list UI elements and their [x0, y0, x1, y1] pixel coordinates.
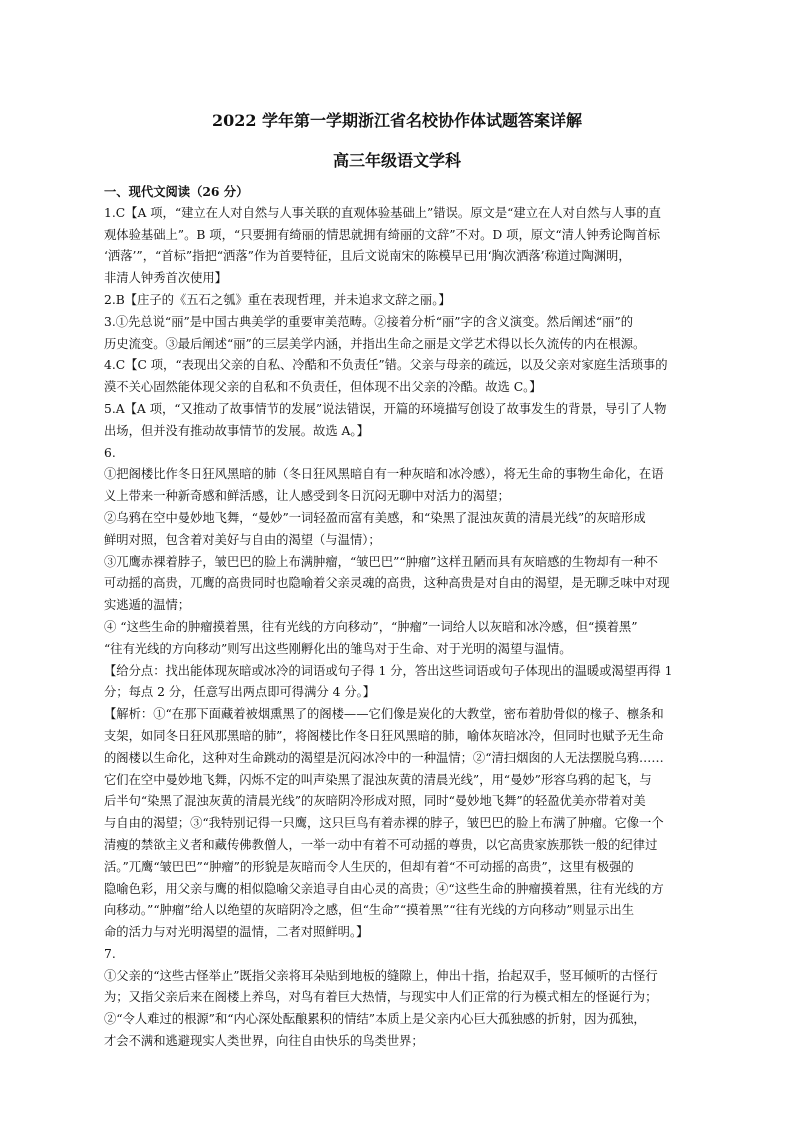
- text-line: 6.: [104, 445, 116, 460]
- text-line: 与自由的渴望；③“我特别记得一只鹰，这只巨鸟有着赤裸的脖子，皱巴巴的脸上布满了肿瘤。它像一个: [104, 816, 664, 831]
- text-line: 1.C【A 项，“建立在人对自然与人事关联的直观体验基础上”错误。原文是“建立在人对自然与人事的直: [104, 205, 661, 220]
- text-line: 的阁楼以生命化，这种对生命跳动的渴望是沉闷冰冷中的一种温情；②“清扫烟囱的人无法摆脱乌鸦……: [104, 750, 664, 765]
- text-line: 实逃遁的温情；: [104, 598, 191, 613]
- text-line: 义上带来一种新奇感和鲜活感，让人感受到冬日沉闷无聊中对活力的渴望；: [104, 489, 510, 504]
- text-line: 鲜明对照，包含着对美好与自由的渴望（与温情）；: [104, 532, 381, 547]
- text-line: ①父亲的“这些古怪举止”既指父亲将耳朵贴到地板的缝隙上，伸出十指，抬起双手，竖耳倾听的古怪行: [104, 968, 658, 983]
- text-line: 活。”兀鹰“皱巴巴”“肿瘤”的形貌是灰暗而令人生厌的，但却有着“不可动摇的高贵”，这里有极强的: [104, 859, 634, 874]
- answer-lines: [104, 203, 729, 1053]
- text-line: 可动摇的高贵，兀鹰的高贵同时也隐喻着父亲灵魂的高贵，这种高贵是对自由的渴望，是无聊乏味中对现: [104, 576, 670, 591]
- text-line: 为；又指父亲后来在阁楼上养鸟，对鸟有着巨大热情，与现实中人们正常的行为模式相左的怪诞行为；: [104, 990, 658, 1005]
- text-line: “往有光线的方向移动”则写出这些刚孵化出的雏鸟对于生命、对于光明的渴望与温情。: [104, 641, 572, 656]
- text-line: 出场，但并没有推动故事情节的发展。故选 A。】: [104, 423, 369, 438]
- text-line: 2.B【庄子的《五石之瓠》重在表现哲理，并未追求文辞之丽。】: [104, 292, 451, 307]
- text-line: ②“令人难过的根源”和“内心深处酝酿累积的情结”本质上是父亲内心巨大孤独感的折射，因为孤独，: [104, 1012, 646, 1027]
- text-line: 它们在空中曼妙地飞舞，闪烁不定的叫声染黑了混浊灰黄的清晨光线”，用“曼妙”形容乌鸦的起飞，与: [104, 772, 652, 787]
- text-line: 3.①先总说“丽”是中国古典美学的重要审美范畴。②接着分析“丽”字的含义演变。然后阐述“丽”的: [104, 314, 634, 329]
- text-line: 向移动。”“肿瘤”给人以绝望的灰暗阴冷之感，但“生命”“摸着黑”“往有光线的方向移动”则显示出生: [104, 903, 635, 918]
- text-line: ③兀鹰赤裸着脖子，皱巴巴的脸上布满肿瘤，“皱巴巴”“肿瘤”这样丑陋而具有灰暗感的生物却有一种不: [104, 554, 658, 569]
- text-line: 非清人钟秀首次使用】: [104, 271, 227, 286]
- text-line: 后半句“染黑了混浊灰黄的清晨光线”的灰暗阴冷形成对照，同时“曼妙地飞舞”的轻盈优美亦带着对美: [104, 794, 646, 809]
- text-line: 历史流变。③最后阐述“丽”的三层美学内涵，并指出生命之丽是文学艺术得以长久流传的内在根源。: [104, 336, 646, 351]
- text-line: 【解析：①“在那下面藏着被烟熏黑了的阁楼——它们像是炭化的大教堂，密布着肋骨似的椽子、檩条和: [104, 707, 664, 722]
- text-line: 分；每点 2 分，任意写出两点即可得满分 4 分。】: [104, 685, 376, 700]
- text-line: 清瘦的禁欲主义者和藏传佛教僧人，一举一动中有着不可动摇的尊贵，以它高贵家族那铁一般的纪律过: [104, 837, 658, 852]
- section-heading: 一、现代文阅读（26 分）: [104, 184, 249, 199]
- text-line: ‘洒落’”，“首标”指把“洒落”作为首要特征，且后文说南宋的陈模早已用‘胸次洒落’称道过陶渊明，: [104, 249, 631, 264]
- document-title: 2022 学年第一学期浙江省名校协作体试题答案详解: [211, 111, 583, 130]
- text-line: 4.C【C 项，“表现出父亲的自私、冷酷和不负责任”错。父亲与母亲的疏远，以及父亲对家庭生活琐事的: [104, 358, 668, 373]
- text-line: 观体验基础上”。B 项，“只要拥有绮丽的情思就拥有绮丽的文辞”不对。D 项，原文“清人钟秀论陶首标: [104, 227, 661, 242]
- text-line: 才会不满和逃避现实人类世界，向往自由快乐的鸟类世界；: [104, 1034, 424, 1049]
- text-line: 命的活力与对光明渴望的温情，二者对照鲜明。】: [104, 925, 369, 940]
- text-line: 5.A【A 项，“又推动了故事情节的发展”说法错误，开篇的环境描写创设了故事发生的背景，导引了人物: [104, 401, 667, 416]
- text-line: 支架，如同冬日狂风那黑暗的肺”，将阁楼比作冬日狂风黑暗的肺，喻体灰暗冰冷，但同时也赋予无生命: [104, 728, 664, 743]
- text-line: ④ “这些生命的肿瘤摸着黑，往有光线的方向移动”，“肿瘤”一词给人以灰暗和冰冷感，但“摸着黑”: [104, 619, 638, 634]
- answer-body: [104, 181, 729, 1053]
- text-line: ①把阁楼比作冬日狂风黑暗的肺（冬日狂风黑暗自有一种灰暗和冰冷感），将无生命的事物生命化，在语: [104, 467, 664, 482]
- text-line: 漠不关心固然能体现父亲的自私和不负责任，但体现不出父亲的冷酷。故选 C。】: [104, 380, 542, 395]
- text-line: 7.: [104, 946, 116, 961]
- text-line: 隐喻色彩，用父亲与鹰的相似隐喻父亲追寻自由心灵的高贵；④“这些生命的肿瘤摸着黑，往有光线的方: [104, 881, 664, 896]
- text-line: 【给分点：找出能体现灰暗或冰冷的词语或句子得 1 分，答出这些词语或句子体现出的温暖或渴望再得 1: [104, 663, 673, 678]
- text-line: ②乌鸦在空中曼妙地飞舞，“曼妙”一词轻盈而富有美感，和“染黑了混浊灰黄的清晨光线”的灰暗形成: [104, 510, 646, 525]
- document-subtitle: 高三年级语文学科: [332, 151, 461, 170]
